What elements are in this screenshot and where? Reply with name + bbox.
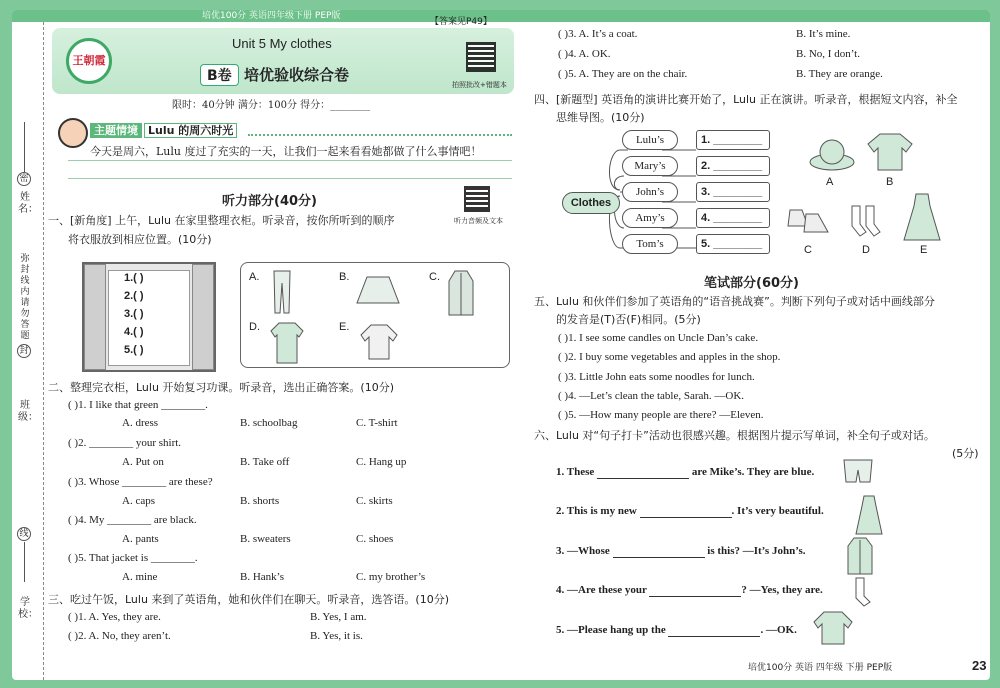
q5-item-1[interactable]: ( )1. I see some candles on Uncle Dan’s cake. <box>558 332 759 344</box>
sweater-icon <box>812 610 854 646</box>
q2-item-5[interactable]: ( )5. That jacket is ________. <box>68 552 198 564</box>
opt-label-d: D. <box>249 321 260 333</box>
mind-node-amy: Amy’s <box>622 208 678 228</box>
q6-item-3: 3. —Whose is this? —It’s John’s. <box>556 545 806 557</box>
q4-label-e: E <box>920 244 928 256</box>
mind-answer-2[interactable]: 2. ________ <box>696 156 770 176</box>
qr-caption: 拍照批改+错题本 <box>452 81 507 89</box>
q4-title-2: 思维导图。(10分) <box>556 111 645 124</box>
dress-icon <box>902 192 942 242</box>
seal-notice: 弥封线内请勿答题 <box>20 254 30 341</box>
q6-blank-1[interactable] <box>597 466 689 479</box>
q3-item-1[interactable]: ( )1. A. Yes, they are. <box>68 611 161 623</box>
q2-item-2-b[interactable]: B. Take off <box>240 456 290 468</box>
q6-blank-4[interactable] <box>649 584 741 597</box>
q5-item-5[interactable]: ( )5. —How many people are there? —Eleven. <box>558 409 764 421</box>
audio-qr-icon[interactable] <box>464 186 490 212</box>
q6-item-1: 1. These are Mike’s. They are blue. <box>556 466 815 478</box>
name-label: 姓名： <box>18 192 38 215</box>
q2-item-5-b[interactable]: B. Hank’s <box>240 571 284 583</box>
worksheet-page <box>12 10 990 680</box>
opt-label-e: E. <box>339 321 350 333</box>
q1-title-2: 将衣服放到相应位置。(10分) <box>68 233 212 246</box>
q1-title: 一、[新角度] 上午，Lulu 在家里整理衣柜。听录音，按你所听到的顺序 <box>48 214 395 227</box>
wardrobe-illustration <box>82 262 216 372</box>
q2-item-1-c[interactable]: C. T-shirt <box>356 417 398 429</box>
mind-answer-3[interactable]: 3. ________ <box>696 182 770 202</box>
skirt-icon <box>355 275 401 305</box>
paper-header <box>52 28 514 94</box>
mind-answer-5[interactable]: 5. ________ <box>696 234 770 254</box>
scene-divider <box>248 134 512 136</box>
q6-title: 六、Lulu 对“句子打卡”活动也很感兴趣。根据图片提示写单词，补全句子或对话。 <box>534 429 935 442</box>
q3-item-4-b[interactable]: B. No, I don’t. <box>796 48 860 60</box>
wardrobe-inner <box>108 270 190 366</box>
q4-title: 四、[新题型] 英语角的演讲比赛开始了，Lulu 正在演讲。听录音，根据短文内容，补全 <box>534 93 958 106</box>
slot-5[interactable]: 5.( ) <box>124 344 144 356</box>
q2-item-3-a[interactable]: A. caps <box>122 495 155 507</box>
q5-title-2: 的发音是(T)否(F)相同。(5分) <box>556 313 701 326</box>
q2-item-4-c[interactable]: C. shoes <box>356 533 394 545</box>
q2-title: 二、整理完衣柜，Lulu 开始复习功课。听录音，选出正确答案。(10分) <box>48 381 395 394</box>
q5-title: 五、Lulu 和伙伴们参加了英语角的“语音挑战赛”。判断下列句子或对话中画线部分 <box>534 295 935 308</box>
t-shirt-icon <box>866 132 914 172</box>
exam-meta: 限时：40分钟 满分：100分 得分：________ <box>172 100 371 111</box>
q6-item-5: 5. —Please hang up the . —OK. <box>556 624 797 636</box>
shoes-icon <box>784 200 830 240</box>
intro-text: 今天是周六，Lulu 度过了充实的一天，让我们一起来看看她都做了什么事情吧！ <box>68 143 512 181</box>
audio-qr-caption: 听力音频及文本 <box>454 217 503 225</box>
spine-line <box>24 542 25 582</box>
written-title: 笔试部分(60分) <box>704 276 799 291</box>
q3-item-2[interactable]: ( )2. A. No, they aren’t. <box>68 630 171 642</box>
answer-reference: 【答案见P49】 <box>430 17 492 27</box>
q3-item-4[interactable]: ( )4. A. OK. <box>558 48 611 60</box>
coat-icon <box>447 269 475 317</box>
qr-code-icon[interactable] <box>466 42 496 72</box>
paper-tag: B卷 <box>200 64 239 86</box>
shorts-icon <box>842 458 874 484</box>
wardrobe-door-left <box>84 264 106 370</box>
q2-item-3-c[interactable]: C. skirts <box>356 495 393 507</box>
q6-item-4: 4. —Are these your ? —Yes, they are. <box>556 584 823 596</box>
opt-label-c: C. <box>429 271 440 283</box>
q3-item-3[interactable]: ( )3. A. It’s a coat. <box>558 28 638 40</box>
q5-item-4[interactable]: ( )4. —Let’s clean the table, Sarah. —OK. <box>558 390 745 402</box>
scene-title: Lulu 的周六时光 <box>144 123 237 138</box>
spine-line <box>24 122 25 172</box>
q2-item-1-a[interactable]: A. dress <box>122 417 159 429</box>
opt-label-b: B. <box>339 271 350 283</box>
mind-node-john: John’s <box>622 182 678 202</box>
footer-text: 培优100分 英语 四年级 下册 PEP版 <box>748 663 893 673</box>
mind-answer-4[interactable]: 4. ________ <box>696 208 770 228</box>
q4-label-a: A <box>826 176 834 188</box>
seal-mi: 密 <box>17 172 31 186</box>
pants-icon <box>271 269 293 315</box>
q2-item-5-a[interactable]: A. mine <box>122 571 158 583</box>
brand-logo: 王朝霞 <box>66 38 112 84</box>
page-number: 23 <box>972 658 987 673</box>
slot-1[interactable]: 1.( ) <box>124 272 144 284</box>
q2-item-5-c[interactable]: C. my brother’s <box>356 571 426 583</box>
q6-blank-5[interactable] <box>668 624 760 637</box>
q3-item-3-b[interactable]: B. It’s mine. <box>796 28 851 40</box>
q2-item-2-c[interactable]: C. Hang up <box>356 456 407 468</box>
q3-title: 三、吃过午饭，Lulu 来到了英语角，她和伙伴们在聊天。听录音，选答语。(10分) <box>48 593 450 606</box>
listening-title: 听力部分(40分) <box>222 194 317 209</box>
mind-node-mary: Mary’s <box>622 156 678 176</box>
slot-4[interactable]: 4.( ) <box>124 326 144 338</box>
mind-node-tom: Tom’s <box>622 234 678 254</box>
q4-label-d: D <box>862 244 870 256</box>
q3-item-1-b[interactable]: B. Yes, I am. <box>310 611 367 623</box>
jacket-icon <box>846 536 874 576</box>
q6-blank-2[interactable] <box>640 505 732 518</box>
mind-map-center: Clothes <box>562 192 620 214</box>
q2-item-3[interactable]: ( )3. Whose ________ are these? <box>68 476 213 488</box>
q4-label-c: C <box>804 244 812 256</box>
class-label: 班级： <box>18 400 38 423</box>
q6-item-2: 2. This is my new . It’s very beautiful. <box>556 505 824 517</box>
slot-2[interactable]: 2.( ) <box>124 290 144 302</box>
q2-item-2[interactable]: ( )2. ________ your shirt. <box>68 437 182 449</box>
q3-item-5-b[interactable]: B. They are orange. <box>796 68 883 80</box>
q5-item-3[interactable]: ( )3. Little John eats some noodles for lunch. <box>558 371 755 383</box>
scene-tag: 主题情境 <box>90 123 142 138</box>
dress-icon <box>854 494 884 536</box>
q2-item-1[interactable]: ( )1. I like that green ________. <box>68 399 208 411</box>
sweater-icon <box>359 323 399 361</box>
socks-icon <box>848 204 882 238</box>
q4-label-b: B <box>886 176 894 188</box>
q2-item-3-b[interactable]: B. shorts <box>240 495 280 507</box>
q1-options-box <box>240 262 510 368</box>
seal-xian: 线 <box>17 527 31 541</box>
q2-item-1-b[interactable]: B. schoolbag <box>240 417 298 429</box>
top-banner: 培优100分 英语四年级下册 PEP版 <box>12 10 990 22</box>
q3-item-2-b[interactable]: B. Yes, it is. <box>310 630 363 642</box>
q2-item-4-b[interactable]: B. sweaters <box>240 533 291 545</box>
q2-item-4[interactable]: ( )4. My ________ are black. <box>68 514 197 526</box>
slot-3[interactable]: 3.( ) <box>124 308 144 320</box>
mind-node-lulu: Lulu’s <box>622 130 678 150</box>
q3-item-5[interactable]: ( )5. A. They are on the chair. <box>558 68 688 80</box>
unit-title: Unit 5 My clothes <box>232 36 332 51</box>
q2-item-4-a[interactable]: A. pants <box>122 533 159 545</box>
q6-score: (5分) <box>952 447 979 460</box>
q2-item-2-a[interactable]: A. Put on <box>122 456 164 468</box>
shirt-icon <box>269 321 305 365</box>
school-label: 学校： <box>18 597 38 620</box>
wardrobe-door-right <box>192 264 214 370</box>
paper-title: 培优验收综合卷 <box>244 66 350 84</box>
q6-blank-3[interactable] <box>613 545 705 558</box>
hat-icon <box>808 136 856 172</box>
opt-label-a: A. <box>249 271 260 283</box>
socks-icon <box>852 576 874 610</box>
q5-item-2[interactable]: ( )2. I buy some vegetables and apples in the shop. <box>558 351 781 363</box>
seal-feng: 封 <box>17 344 31 358</box>
mind-answer-1[interactable]: 1. ________ <box>696 130 770 150</box>
scene-banner <box>90 122 237 138</box>
binding-spine <box>12 22 44 680</box>
